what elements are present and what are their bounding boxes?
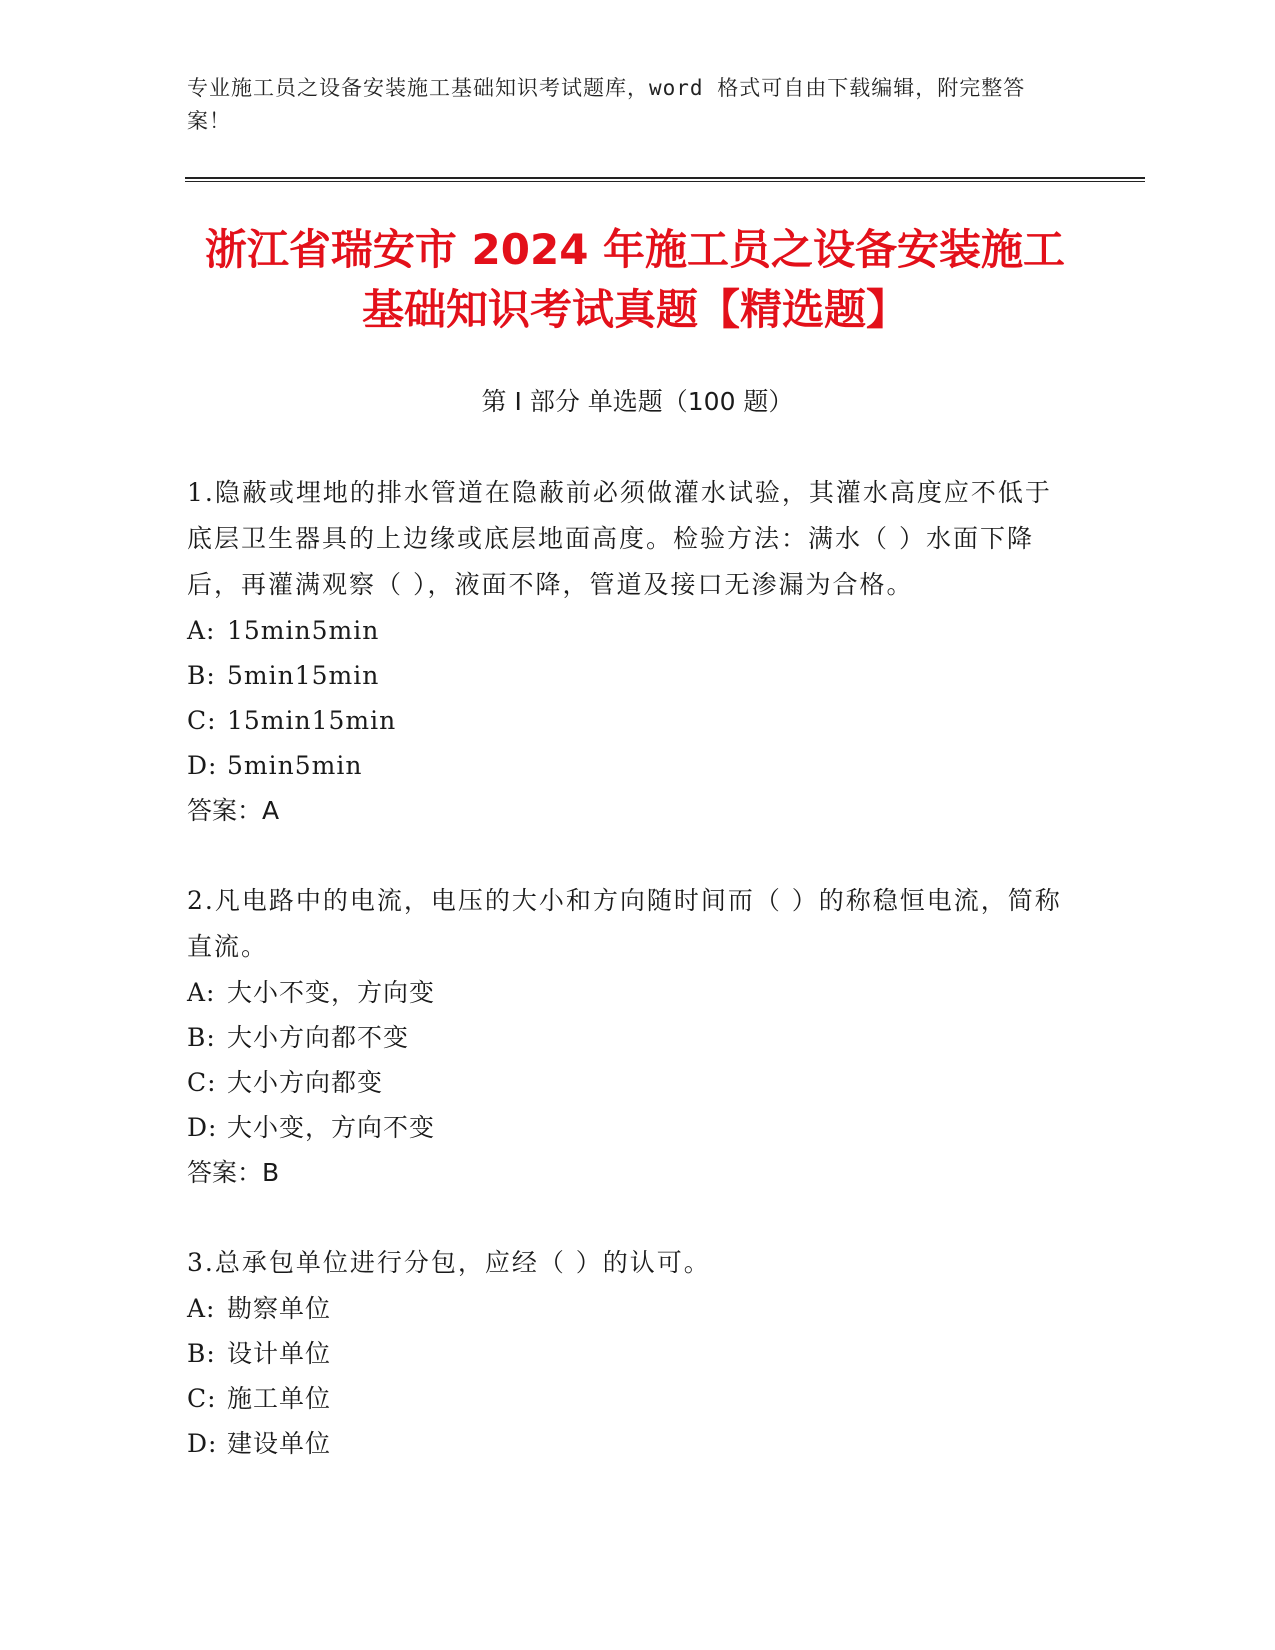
option-c xyxy=(187,1376,1067,1421)
option-text: 大小不变，方向变 xyxy=(227,978,436,1007)
option-a xyxy=(187,1286,1067,1331)
option-letter: C: xyxy=(187,706,217,735)
option-text: 设计单位 xyxy=(227,1339,332,1368)
question-2 xyxy=(187,878,1067,1195)
option-letter: C: xyxy=(187,1384,217,1413)
option-letter: B: xyxy=(187,1339,216,1368)
option-c xyxy=(187,1060,1067,1105)
option-letter: B: xyxy=(187,661,216,690)
option-letter: A: xyxy=(187,616,216,645)
option-letter: D: xyxy=(187,751,218,780)
option-c xyxy=(187,698,1067,743)
option-text: 建设单位 xyxy=(227,1429,332,1458)
question-stem: 1.隐蔽或埋地的排水管道在隐蔽前必须做灌水试验，其灌水高度应不低于底层卫生器具的上边缘或底层地面高度。检验方法：满水（ ）水面下降后，再灌满观察（ ），液面不降，管道及接口无渗漏为合格。 xyxy=(187,478,1052,599)
option-d xyxy=(187,1421,1067,1466)
option-b xyxy=(187,1331,1067,1376)
answer: 答案：B xyxy=(187,1158,280,1187)
option-text: 施工单位 xyxy=(227,1384,332,1413)
option-letter: D: xyxy=(187,1113,218,1142)
question-stem: 2.凡电路中的电流，电压的大小和方向随时间而（ ）的称稳恒电流，简称直流。 xyxy=(187,886,1062,961)
header-divider-thin xyxy=(185,181,1145,182)
question-3 xyxy=(187,1240,1067,1466)
option-text: 勘察单位 xyxy=(227,1294,332,1323)
option-letter: B: xyxy=(187,1023,216,1052)
option-a xyxy=(187,970,1067,1015)
option-text: 15min5min xyxy=(227,616,380,645)
answer: 答案：A xyxy=(187,796,280,825)
document-title-line-2: 基础知识考试真题【精选题】 xyxy=(361,285,908,334)
option-d xyxy=(187,1105,1067,1150)
option-text: 大小方向都变 xyxy=(227,1068,384,1097)
option-letter: C: xyxy=(187,1068,217,1097)
option-text: 15min15min xyxy=(227,706,397,735)
question-1 xyxy=(187,470,1067,833)
document-title-line-1: 浙江省瑞安市 2024 年施工员之设备安装施工 xyxy=(204,225,1066,274)
option-d xyxy=(187,743,1067,788)
document-title xyxy=(160,220,1110,340)
option-text: 大小变，方向不变 xyxy=(227,1113,436,1142)
option-letter: D: xyxy=(187,1429,218,1458)
header-divider-thick xyxy=(185,177,1145,179)
option-b xyxy=(187,1015,1067,1060)
option-a xyxy=(187,608,1067,653)
option-text: 5min5min xyxy=(227,751,363,780)
option-b xyxy=(187,653,1067,698)
option-letter: A: xyxy=(187,978,216,1007)
option-text: 5min15min xyxy=(227,661,380,690)
question-stem: 3.总承包单位进行分包，应经（ ）的认可。 xyxy=(187,1248,711,1277)
section-heading: 第 I 部分 单选题（100 题） xyxy=(481,387,794,416)
header-note: 专业施工员之设备安装施工基础知识考试题库，word 格式可自由下载编辑，附完整答案！ xyxy=(187,76,1026,133)
option-text: 大小方向都不变 xyxy=(227,1023,410,1052)
question-list xyxy=(187,470,1067,1511)
option-letter: A: xyxy=(187,1294,216,1323)
